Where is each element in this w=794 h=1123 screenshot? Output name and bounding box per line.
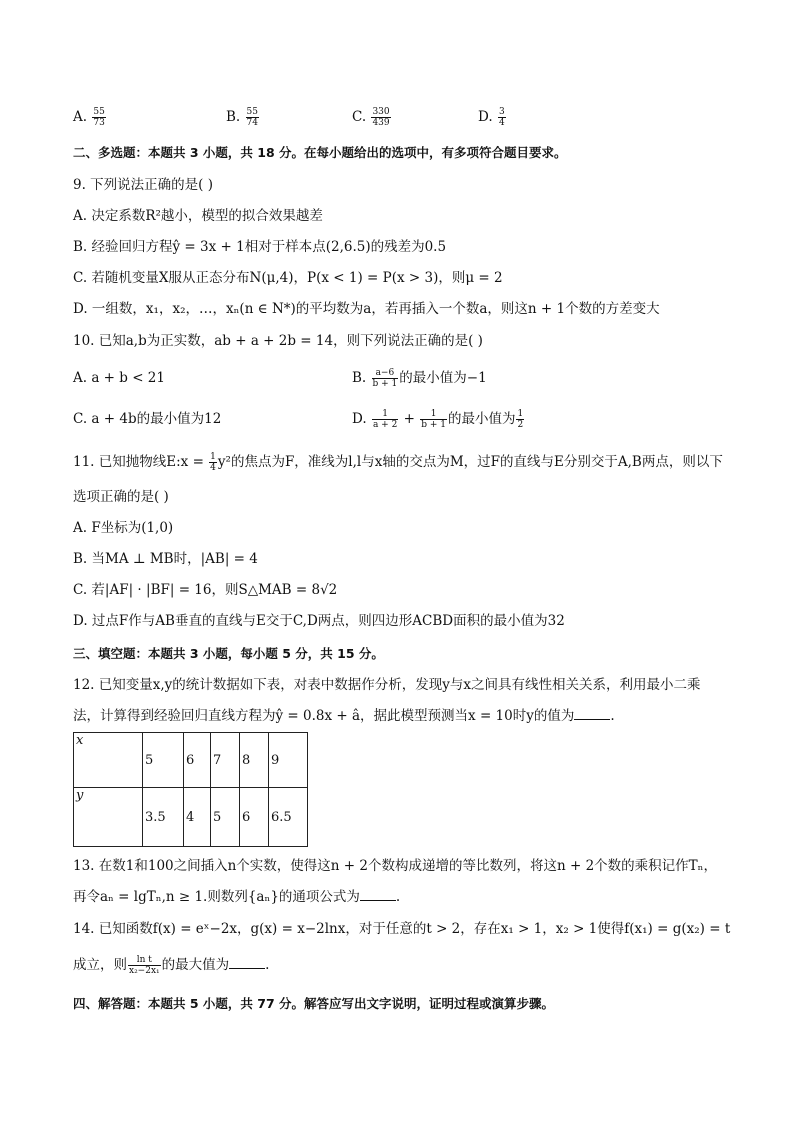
q12-line-1: 12. 已知变量x,y的统计数据如下表，对表中数据作分析，发现y与x之间具有线性相关关系，利用最小二乘 [73, 677, 701, 693]
q8-option-c: C. $\frac{330}{439}$ [352, 107, 390, 128]
fraction: $\frac{1}{b + 1}$ [421, 409, 446, 430]
table-cell: 6.5 [269, 788, 308, 847]
q11-option-a: A. F坐标为(1,0) [73, 520, 174, 536]
q8-option-d: D. $\frac{3}{4}$ [478, 107, 505, 128]
section-heading-fill-in: 三、填空题：本题共 3 小题，每小题 5 分，共 15 分。 [73, 646, 384, 661]
q11-option-d: D. 过点F作与AB垂直的直线与E交于C,D两点，则四边形ACBD面积的最小值为32 [73, 613, 565, 629]
q12-line-2: 法，计算得到经验回归直线方程为ŷ = 0.8x + â，据此模型预测当x = 10时y的值为 . [73, 708, 615, 724]
statistics-table [73, 732, 308, 847]
q9-option-b: B. 经验回归方程ŷ = 3x + 1相对于样本点(2,6.5)的残差为0.5 [73, 239, 447, 255]
table-cell: 5 [143, 733, 184, 788]
q13-line-2: 再令aₙ = lgTₙ,n ≥ 1.则数列{aₙ}的通项公式为 . [73, 889, 401, 905]
section-heading-solutions: 四、解答题：本题共 5 小题，共 77 分。解答应写出文字说明，证明过程或演算步骤。 [73, 996, 555, 1011]
table-cell: 8 [240, 733, 269, 788]
fraction: $\frac{3}{4}$ [498, 107, 505, 128]
q8-option-a: A. $\frac{55}{73}$ [73, 107, 105, 128]
q10-option-d: D. $\frac{1}{a + 2}$ + $\frac{1}{b + 1}$ 的最小值为 $\frac{1}{2}$ [352, 409, 524, 430]
fraction: $\frac{330}{439}$ [372, 107, 390, 128]
q13-line-1: 13. 在数1和100之间插入n个实数，使得这n + 2个数构成递增的等比数列，将这n + 2个数的乘积记作Tₙ， [73, 858, 718, 874]
table-header-x: x [74, 733, 143, 788]
answer-blank [574, 707, 610, 720]
table-cell: 5 [211, 788, 240, 847]
fraction: $\frac{1}{a + 2}$ [372, 409, 398, 430]
q8-option-b: B. $\frac{55}{74}$ [226, 107, 258, 128]
answer-blank [229, 956, 265, 969]
table-row [74, 733, 308, 788]
q10-stem: 10. 已知a,b为正实数，ab + a + 2b = 14，则下列说法正确的是( ) [73, 333, 483, 349]
table-row [74, 788, 308, 847]
fraction: $\frac{1}{4}$ [210, 452, 216, 473]
q11-option-c: C. 若|AF| · |BF| = 16，则S△MAB = 8√2 [73, 582, 338, 598]
table-header-y: y [74, 788, 143, 847]
q11-stem: 11. 已知抛物线E:x = $\frac{1}{4}$ y²的焦点为F，准线为l,l与x轴的交点为M，过F的直线与E分别交于A,B两点，则以下 [73, 452, 723, 473]
q14-line-1: 14. 已知函数f(x) = eˣ−2x，g(x) = x−2lnx，对于任意的t > 2，存在x₁ > 1，x₂ > 1使得f(x₁) = g(x₂) = t [73, 921, 731, 937]
fraction: $\frac{a-6}{b + 1}$ [372, 368, 398, 389]
table-cell: 3.5 [143, 788, 184, 847]
q9-stem: 9. 下列说法正确的是( ) [73, 177, 213, 193]
q9-option-a: A. 决定系数R²越小，模型的拟合效果越差 [73, 208, 323, 224]
table-cell: 9 [269, 733, 308, 788]
q14-line-2: 成立，则 $\frac{\text{ln t}}{\text{x₂−2x₁}}$ 的最大值为 . [73, 955, 270, 976]
table-cell: 7 [211, 733, 240, 788]
q9-option-c: C. 若随机变量X服从正态分布N(μ,4)，P(x < 1) = P(x > 3)，则μ = 2 [73, 270, 503, 286]
fraction: $\frac{55}{73}$ [93, 107, 105, 128]
q11-option-b: B. 当MA ⊥ MB时，|AB| = 4 [73, 551, 258, 567]
section-heading-multiple-choice: 二、多选题：本题共 3 小题，共 18 分。在每小题给出的选项中，有多项符合题目要求。 [73, 145, 567, 160]
q11-stem-cont: 选项正确的是( ) [73, 489, 169, 505]
q9-option-d: D. 一组数，x₁，x₂，…，xₙ(n ∈ N*)的平均数为a，若再插入一个数a，则这n + 1个数的方差变大 [73, 301, 660, 317]
table-cell: 4 [184, 788, 211, 847]
fraction: $\frac{\text{ln t}}{\text{x₂−2x₁}}$ [129, 955, 160, 976]
table-cell: 6 [240, 788, 269, 847]
table-cell: 6 [184, 733, 211, 788]
q10-option-b: B. $\frac{a-6}{b + 1}$ 的最小值为−1 [352, 368, 487, 389]
answer-blank [360, 888, 396, 901]
fraction: $\frac{1}{2}$ [517, 409, 524, 430]
q10-option-c: C. a + 4b的最小值为12 [73, 411, 222, 427]
q10-option-a: A. a + b < 21 [73, 370, 165, 386]
fraction: $\frac{55}{74}$ [246, 107, 258, 128]
